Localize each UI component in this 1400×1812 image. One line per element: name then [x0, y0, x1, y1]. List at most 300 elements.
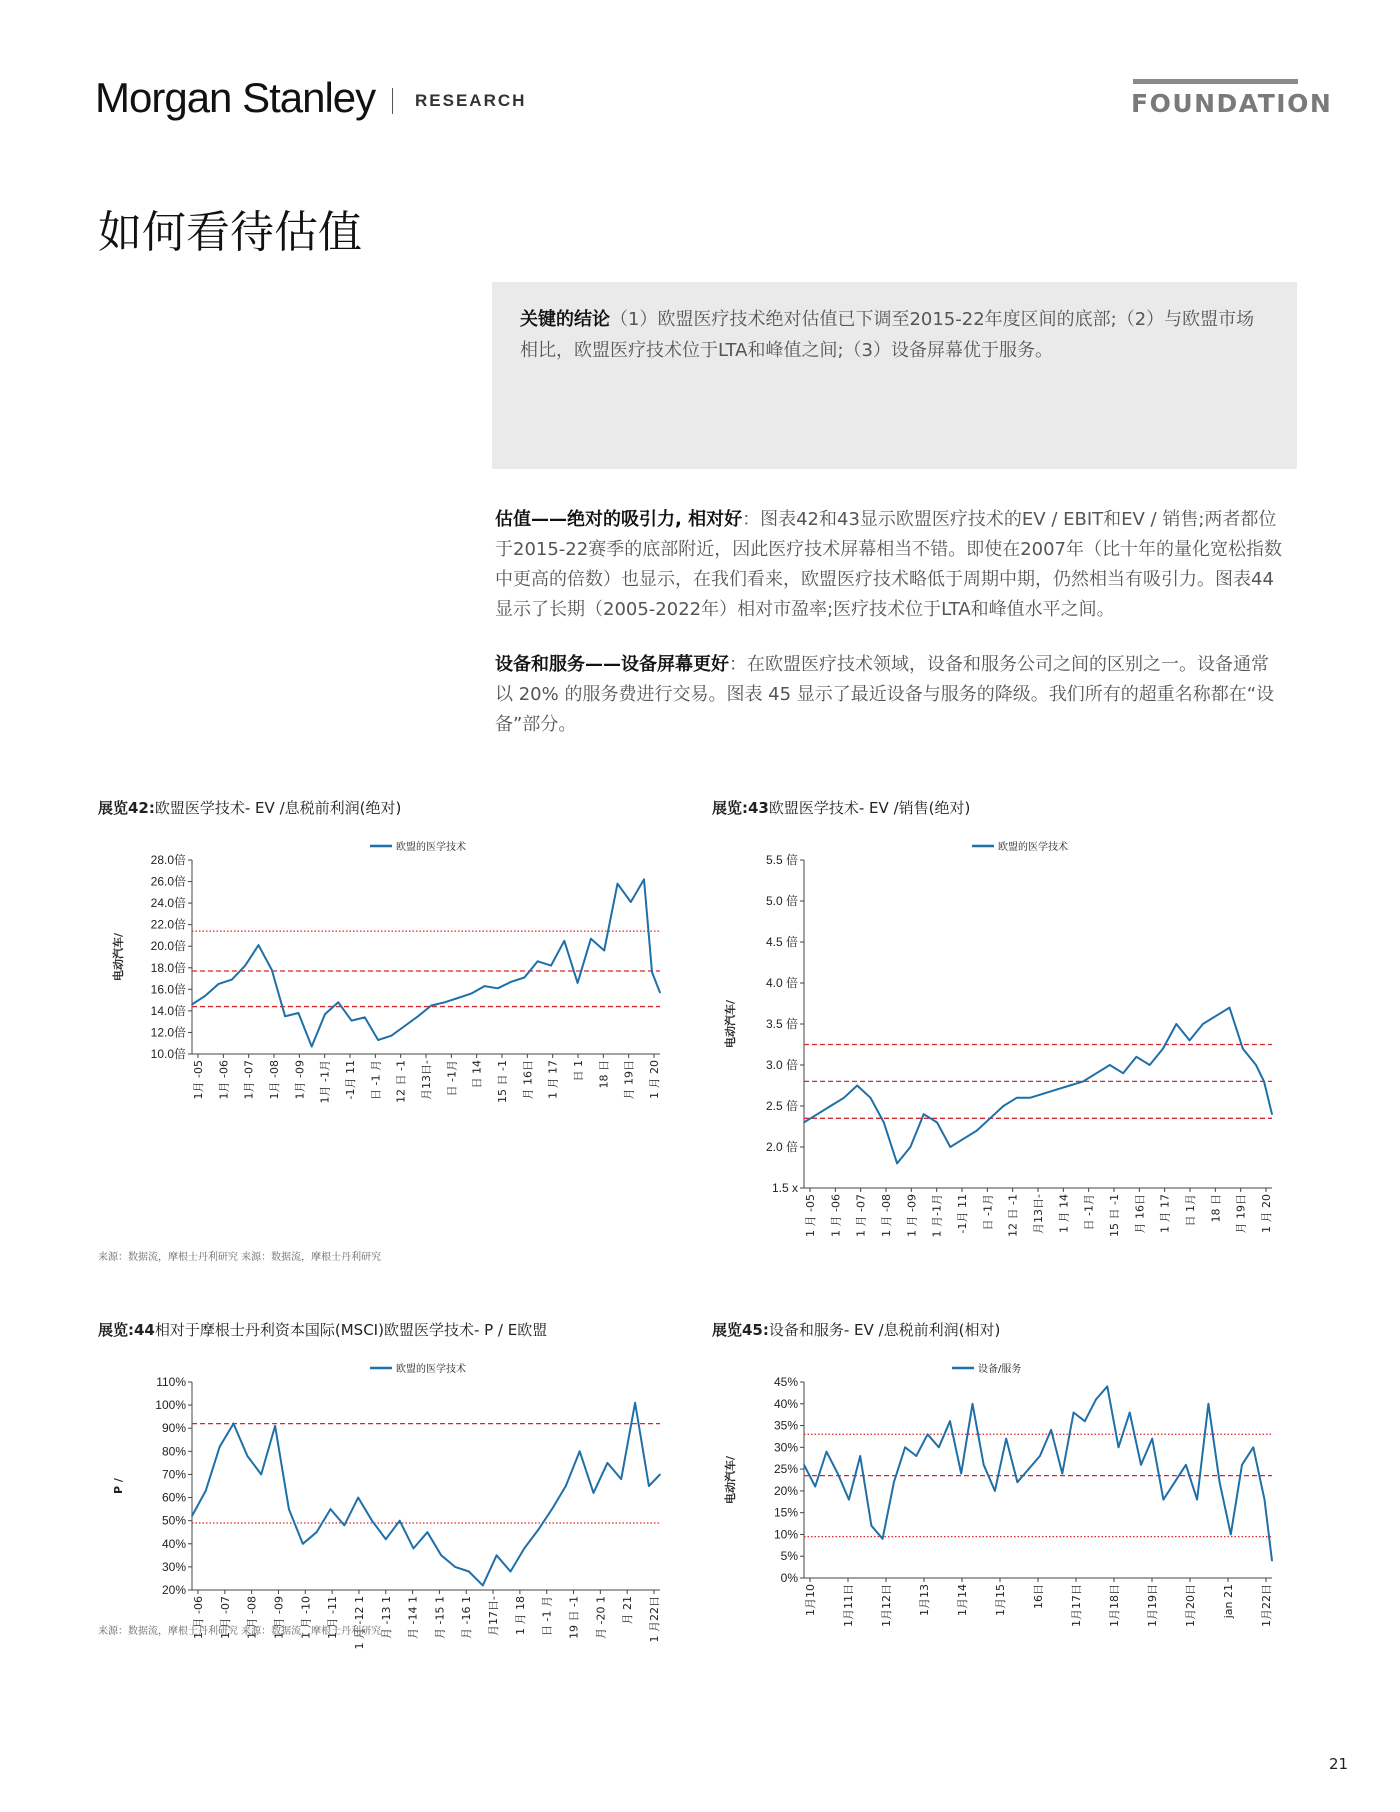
- data-point: [949, 1420, 951, 1422]
- y-tick-label: 10%: [773, 1527, 798, 1542]
- data-point: [1039, 1455, 1041, 1457]
- x-tick-label: jan 21: [1222, 1584, 1235, 1619]
- x-tick-label: 16日: [1032, 1584, 1045, 1609]
- x-tick-label: 1月 -07: [242, 1060, 256, 1100]
- x-tick-label: 18 日: [1209, 1194, 1223, 1223]
- x-tick-label: 1月 -05: [192, 1060, 205, 1100]
- data-point: [247, 1455, 249, 1457]
- data-point: [910, 1146, 912, 1148]
- data-point: [205, 1490, 207, 1492]
- x-tick-label: 1月15: [994, 1584, 1007, 1616]
- x-tick-label: 1 月 -11: [326, 1596, 340, 1639]
- x-tick-label: 月 19日: [622, 1060, 636, 1100]
- y-tick-label: 0%: [780, 1571, 798, 1585]
- data-point: [1175, 1023, 1177, 1025]
- data-point: [1016, 1097, 1018, 1099]
- data-point: [1151, 1438, 1153, 1440]
- x-tick-label: 1 月 14: [1057, 1194, 1071, 1233]
- data-point: [371, 1520, 373, 1522]
- data-point: [659, 992, 661, 994]
- x-tick-label: 1月14: [956, 1584, 969, 1616]
- key-conclusions-text: [520, 304, 1269, 366]
- x-tick-label: 1月13: [918, 1584, 931, 1616]
- equipment-paragraph-label: 设备和服务——设备屏幕更好: [495, 654, 729, 675]
- x-tick-label: 月17日-: [487, 1596, 501, 1636]
- data-point: [1263, 1081, 1265, 1083]
- data-point: [1196, 1499, 1198, 1501]
- x-tick-label: 1 月-1月: [930, 1194, 944, 1238]
- chart-43-ev-sales: [712, 838, 1292, 1258]
- data-point: [1129, 1412, 1131, 1414]
- x-tick-label: 1月11日: [842, 1584, 855, 1627]
- data-point: [1252, 1447, 1254, 1449]
- data-point: [871, 1525, 873, 1527]
- data-point: [330, 1508, 332, 1510]
- x-tick-label: 日 -1 月: [540, 1596, 554, 1636]
- x-tick-label: 1 月 -09: [272, 1596, 286, 1639]
- data-point: [1109, 1064, 1111, 1066]
- data-point: [284, 1015, 286, 1017]
- data-point: [893, 1481, 895, 1483]
- x-tick-label: 月 16日: [1133, 1194, 1147, 1234]
- y-tick-label: 70%: [161, 1467, 186, 1482]
- data-point: [324, 1013, 326, 1015]
- data-point: [1230, 1534, 1232, 1536]
- data-point: [484, 985, 486, 987]
- data-point: [1202, 1023, 1204, 1025]
- x-tick-label: 1 月 -12 1: [352, 1596, 366, 1650]
- x-tick-label: 1 月 17: [546, 1060, 560, 1099]
- x-tick-label: 1月19日: [1146, 1584, 1159, 1627]
- data-point: [468, 1571, 470, 1573]
- x-tick-label: 1 月 -10: [299, 1596, 313, 1639]
- x-tick-label: 月 16日: [521, 1060, 535, 1100]
- data-point: [537, 961, 539, 963]
- chart-45-title-bold: 展览45:: [712, 1321, 769, 1339]
- x-tick-label: 日 1月: [1184, 1194, 1197, 1227]
- x-tick-label: 1 月 -09: [905, 1194, 919, 1237]
- series-line: [192, 879, 660, 1046]
- x-tick-label: 1月 -08: [268, 1060, 281, 1100]
- x-tick-label: 1 月 -06: [192, 1596, 205, 1639]
- data-point: [837, 1473, 839, 1475]
- data-point: [1271, 1560, 1273, 1562]
- x-tick-label: 1月 -1月: [318, 1060, 332, 1104]
- y-tick-label: 110%: [156, 1375, 186, 1389]
- data-point: [976, 1130, 978, 1132]
- data-point: [1264, 1499, 1266, 1501]
- data-point: [427, 1531, 429, 1533]
- data-point: [357, 1497, 359, 1499]
- data-point: [288, 1508, 290, 1510]
- data-point: [1095, 1399, 1097, 1401]
- x-tick-label: 1 月 20: [648, 1060, 661, 1099]
- y-tick-label: 80%: [161, 1444, 186, 1459]
- data-point: [563, 940, 565, 942]
- data-point: [1073, 1412, 1075, 1414]
- data-point: [803, 1464, 805, 1466]
- data-point: [298, 1012, 300, 1014]
- x-tick-label: 1 月 -08: [245, 1596, 259, 1639]
- x-tick-label: 月 19日: [1234, 1194, 1248, 1234]
- data-point: [1229, 1007, 1231, 1009]
- y-tick-label: 4.0 倍: [765, 976, 798, 990]
- data-point: [648, 1485, 650, 1487]
- equipment-paragraph: [495, 650, 1285, 740]
- data-point: [1189, 1040, 1191, 1042]
- data-point: [565, 1485, 567, 1487]
- x-tick-label: 月 -13 1: [379, 1596, 393, 1639]
- data-point: [231, 979, 233, 981]
- y-tick-label: 30%: [773, 1440, 798, 1455]
- x-tick-label: 12 日 -1: [1006, 1194, 1020, 1237]
- y-tick-label: 40%: [161, 1536, 186, 1551]
- data-point: [1003, 1105, 1005, 1107]
- data-point: [510, 981, 512, 983]
- data-point: [1140, 1464, 1142, 1466]
- data-point: [316, 1531, 318, 1533]
- data-point: [1174, 1481, 1176, 1483]
- data-point: [431, 1005, 433, 1007]
- data-point: [1215, 1015, 1217, 1017]
- data-point: [938, 1447, 940, 1449]
- data-point: [377, 1039, 379, 1041]
- x-tick-label: 1 月 18: [513, 1596, 527, 1635]
- data-point: [454, 1566, 456, 1568]
- x-tick-label: 月13日-: [420, 1060, 433, 1100]
- y-tick-label: 2.0 倍: [765, 1140, 798, 1154]
- data-point: [972, 1403, 974, 1405]
- legend-label: 欧盟的医学技术: [998, 842, 1068, 853]
- data-point: [577, 982, 579, 984]
- data-point: [260, 1474, 262, 1476]
- x-tick-label: 12 日 -1: [394, 1060, 408, 1103]
- data-point: [1255, 1064, 1257, 1066]
- data-point: [440, 1555, 442, 1557]
- x-tick-label: 月 21: [621, 1596, 635, 1625]
- data-point: [191, 1515, 193, 1517]
- data-point: [497, 987, 499, 989]
- x-tick-label: -1月 11: [956, 1194, 969, 1234]
- y-tick-label: 50%: [161, 1513, 186, 1528]
- x-tick-label: 1 月22日: [648, 1596, 661, 1643]
- data-point: [1185, 1464, 1187, 1466]
- data-point: [311, 1046, 313, 1048]
- x-tick-label: 月13日-: [1032, 1194, 1045, 1234]
- data-point: [385, 1538, 387, 1540]
- data-point: [896, 1163, 898, 1165]
- y-tick-label: 3.5 倍: [765, 1017, 798, 1031]
- y-tick-label: 30%: [161, 1559, 186, 1574]
- data-point: [856, 1085, 858, 1087]
- data-point: [1050, 1429, 1052, 1431]
- x-tick-label: 1月12日: [880, 1584, 893, 1627]
- chart-43-title-text: 欧盟医学技术- EV /销售(绝对): [768, 799, 971, 817]
- chart-45-title-text: 设备和服务- EV /息税前利润(相对): [768, 1321, 1001, 1339]
- y-tick-label: 4.5 倍: [765, 935, 798, 949]
- data-point: [1062, 1473, 1064, 1475]
- y-tick-label: 22.0倍: [150, 917, 186, 932]
- data-point: [883, 1122, 885, 1124]
- data-point: [814, 1486, 816, 1488]
- x-tick-label: 1 月 -07: [218, 1596, 232, 1639]
- series-line: [804, 1386, 1272, 1560]
- data-point: [537, 1529, 539, 1531]
- page-title: 如何看待估值: [98, 207, 362, 258]
- data-point: [1056, 1089, 1058, 1091]
- chart-42-ev-ebit: [100, 838, 680, 1128]
- data-point: [620, 1478, 622, 1480]
- data-point: [417, 1015, 419, 1017]
- legend-label: 设备/服务: [978, 1364, 1022, 1375]
- y-tick-label: 28.0倍: [150, 853, 186, 867]
- data-point: [994, 1490, 996, 1492]
- data-point: [927, 1433, 929, 1435]
- data-point: [444, 1001, 446, 1003]
- data-point: [1005, 1438, 1007, 1440]
- x-tick-label: 日 1: [572, 1060, 585, 1082]
- data-point: [1271, 1113, 1273, 1115]
- y-tick-label: 3.0 倍: [765, 1058, 798, 1072]
- x-tick-label: 19 日 -1: [567, 1596, 581, 1639]
- y-tick-label: 12.0倍: [150, 1025, 186, 1040]
- data-point: [399, 1520, 401, 1522]
- x-tick-label: 1 月 -07: [854, 1194, 868, 1237]
- y-tick-label: 16.0倍: [150, 982, 186, 997]
- x-tick-label: 月 -15 1: [433, 1596, 447, 1639]
- brand-divider: [392, 88, 393, 114]
- data-point: [191, 1004, 193, 1006]
- chart-42-title: [98, 797, 401, 818]
- data-point: [1028, 1468, 1030, 1470]
- data-point: [936, 1122, 938, 1124]
- data-point: [904, 1447, 906, 1449]
- chart-42-title-text: 欧盟医学技术- EV /息税前利润(绝对): [154, 799, 402, 817]
- data-point: [550, 965, 552, 967]
- series-label: FOUNDATION: [1131, 89, 1333, 118]
- data-point: [1242, 1048, 1244, 1050]
- data-point: [603, 950, 605, 952]
- y-tick-label: 5%: [780, 1549, 798, 1564]
- y-tick-label: 2.5 倍: [765, 1099, 798, 1113]
- x-tick-label: 1 月 17: [1158, 1194, 1172, 1233]
- x-tick-label: 1 月 -08: [880, 1194, 893, 1237]
- y-tick-label: 35%: [773, 1418, 798, 1433]
- data-point: [826, 1451, 828, 1453]
- x-tick-label: 日 -1月: [1082, 1194, 1096, 1231]
- x-tick-label: 月 -20 1: [594, 1596, 608, 1639]
- x-tick-label: 1月 -09: [293, 1060, 307, 1100]
- data-point: [617, 883, 619, 885]
- data-point: [271, 969, 273, 971]
- data-point: [1082, 1081, 1084, 1083]
- series-line: [192, 1403, 660, 1586]
- data-point: [496, 1555, 498, 1557]
- section-label: RESEARCH: [415, 91, 527, 110]
- source-note-row1: 来源：数据流，摩根士丹利研究 来源：数据流，摩根士丹利研究: [98, 1252, 382, 1263]
- chart-44-title-bold: 展览:44: [98, 1321, 155, 1339]
- key-conclusions-body: （1）欧盟医疗技术绝对估值已下调至2015-22年度区间的底部;（2）与欧盟市场相比，欧盟医疗技术位于LTA和峰值之间;（3）设备屏幕优于服务。: [520, 309, 1255, 361]
- data-point: [457, 997, 459, 999]
- data-point: [960, 1473, 962, 1475]
- x-tick-label: 1月18日: [1108, 1584, 1121, 1627]
- chart-44-title: [98, 1319, 547, 1340]
- data-point: [1069, 1085, 1071, 1087]
- data-point: [244, 965, 246, 967]
- data-point: [590, 938, 592, 940]
- x-tick-label: 1 月 20: [1260, 1194, 1273, 1233]
- data-point: [404, 1025, 406, 1027]
- y-tick-label: 18.0倍: [150, 960, 186, 975]
- data-point: [989, 1118, 991, 1120]
- data-point: [1149, 1064, 1151, 1066]
- y-tick-label: 26.0倍: [150, 874, 186, 889]
- data-point: [524, 977, 526, 979]
- data-point: [413, 1548, 415, 1550]
- data-point: [233, 1423, 235, 1425]
- data-point: [204, 995, 206, 997]
- x-tick-label: 日 -1月: [445, 1060, 459, 1097]
- data-point: [1084, 1420, 1086, 1422]
- data-point: [983, 1464, 985, 1466]
- x-tick-label: -1月 11: [344, 1060, 357, 1100]
- y-tick-label: 25%: [773, 1462, 798, 1477]
- data-point: [1136, 1056, 1138, 1058]
- data-point: [843, 1097, 845, 1099]
- equipment-paragraph-body: ：在欧盟医疗技术领域，设备和服务公司之间的区别之一。设备通常以 20% 的服务费进行交易。图表 45 显示了最近设备与服务的降级。我们所有的超重名称都在“设备”部分。: [495, 654, 1275, 735]
- chart-42-title-bold: 展览42:: [98, 799, 155, 817]
- data-point: [1208, 1403, 1210, 1405]
- chart-44-title-text: 相对于摩根士丹利资本国际(MSCI)欧盟医学技术- P / E欧盟: [154, 1321, 548, 1339]
- y-tick-label: 45%: [773, 1375, 798, 1389]
- data-point: [607, 1462, 609, 1464]
- data-point: [830, 1105, 832, 1107]
- x-tick-label: 1月10: [804, 1584, 817, 1616]
- foundation-rule: [1133, 79, 1298, 84]
- data-point: [1162, 1048, 1164, 1050]
- x-tick-label: 15 日 -1: [1108, 1194, 1121, 1237]
- page-number: 21: [1329, 1755, 1349, 1773]
- y-tick-label: 40%: [773, 1396, 798, 1411]
- x-tick-label: 1 月 -05: [804, 1194, 817, 1237]
- data-point: [274, 1425, 276, 1427]
- source-note-row2: 来源：数据流，摩根士丹利研究 来源：数据流，摩根士丹利研究: [98, 1626, 382, 1637]
- y-tick-label: 20%: [161, 1583, 186, 1597]
- data-point: [1029, 1097, 1031, 1099]
- data-point: [344, 1524, 346, 1526]
- data-point: [258, 944, 260, 946]
- data-point: [510, 1571, 512, 1573]
- data-point: [1163, 1499, 1165, 1501]
- x-tick-label: 日 -1月: [981, 1194, 995, 1231]
- chart-43-title: [712, 797, 970, 818]
- data-point: [1241, 1464, 1243, 1466]
- x-tick-label: 15 日 -1: [496, 1060, 509, 1103]
- data-point: [848, 1499, 850, 1501]
- legend-label: 欧盟的医学技术: [396, 1364, 466, 1375]
- data-point: [1219, 1481, 1221, 1483]
- data-point: [643, 879, 645, 881]
- y-axis-label: 电动汽车/: [112, 932, 125, 982]
- x-tick-label: 日 14: [470, 1060, 484, 1089]
- data-point: [870, 1097, 872, 1099]
- y-tick-label: 5.5 倍: [765, 853, 798, 867]
- data-point: [816, 1113, 818, 1115]
- x-tick-label: 18 日: [597, 1060, 611, 1089]
- data-point: [634, 1402, 636, 1404]
- data-point: [651, 971, 653, 973]
- key-conclusions-label: 关键的结论: [520, 309, 610, 330]
- y-tick-label: 1.5 x: [771, 1181, 798, 1195]
- y-tick-label: 100%: [155, 1398, 186, 1413]
- data-point: [1043, 1093, 1045, 1095]
- y-tick-label: 60%: [161, 1490, 186, 1505]
- data-point: [1118, 1447, 1120, 1449]
- x-tick-label: 月 -14 1: [406, 1596, 420, 1639]
- y-tick-label: 20.0倍: [150, 939, 186, 954]
- x-tick-label: 月 -16 1: [460, 1596, 474, 1639]
- chart-45-title: [712, 1319, 1000, 1340]
- y-axis-label: P /: [112, 1478, 125, 1494]
- y-tick-label: 20%: [773, 1483, 798, 1498]
- data-point: [630, 901, 632, 903]
- brand-logo: Morgan Stanley: [95, 74, 376, 121]
- valuation-paragraph-label: 估值——绝对的吸引力, 相对好: [495, 509, 743, 530]
- data-point: [302, 1543, 304, 1545]
- data-point: [482, 1585, 484, 1587]
- data-point: [351, 1020, 353, 1022]
- data-point: [859, 1455, 861, 1457]
- key-conclusions-box: [492, 282, 1297, 469]
- data-point: [218, 983, 220, 985]
- data-point: [803, 1122, 805, 1124]
- y-tick-label: 14.0倍: [150, 1003, 186, 1018]
- data-point: [391, 1035, 393, 1037]
- data-point: [1017, 1481, 1019, 1483]
- data-point: [1096, 1072, 1098, 1074]
- data-point: [963, 1138, 965, 1140]
- data-point: [923, 1113, 925, 1115]
- data-point: [916, 1455, 918, 1457]
- valuation-paragraph: [495, 505, 1285, 625]
- data-point: [337, 1001, 339, 1003]
- y-tick-label: 10.0倍: [150, 1047, 186, 1061]
- y-axis-label: 电动汽车/: [724, 1455, 737, 1505]
- series-line: [804, 1008, 1272, 1164]
- x-tick-label: 1 月 -06: [829, 1194, 843, 1237]
- data-point: [949, 1146, 951, 1148]
- y-tick-label: 5.0 倍: [765, 894, 798, 908]
- legend-label: 欧盟的医学技术: [396, 842, 466, 853]
- data-point: [219, 1446, 221, 1448]
- data-point: [470, 993, 472, 995]
- x-tick-label: 1月17日: [1070, 1584, 1083, 1627]
- y-tick-label: 24.0倍: [150, 896, 186, 911]
- data-point: [579, 1451, 581, 1453]
- y-axis-label: 电动汽车/: [724, 999, 737, 1049]
- data-point: [524, 1548, 526, 1550]
- chart-45-devices-services: [712, 1360, 1292, 1627]
- x-tick-label: 日 -1 月: [369, 1060, 383, 1100]
- data-point: [593, 1492, 595, 1494]
- x-tick-label: 1月 -06: [217, 1060, 231, 1100]
- x-tick-label: 1月20日: [1184, 1584, 1197, 1627]
- y-tick-label: 90%: [161, 1421, 186, 1436]
- data-point: [551, 1508, 553, 1510]
- data-point: [1106, 1386, 1108, 1388]
- y-tick-label: 15%: [773, 1505, 798, 1520]
- x-tick-label: 1月22日: [1260, 1584, 1273, 1627]
